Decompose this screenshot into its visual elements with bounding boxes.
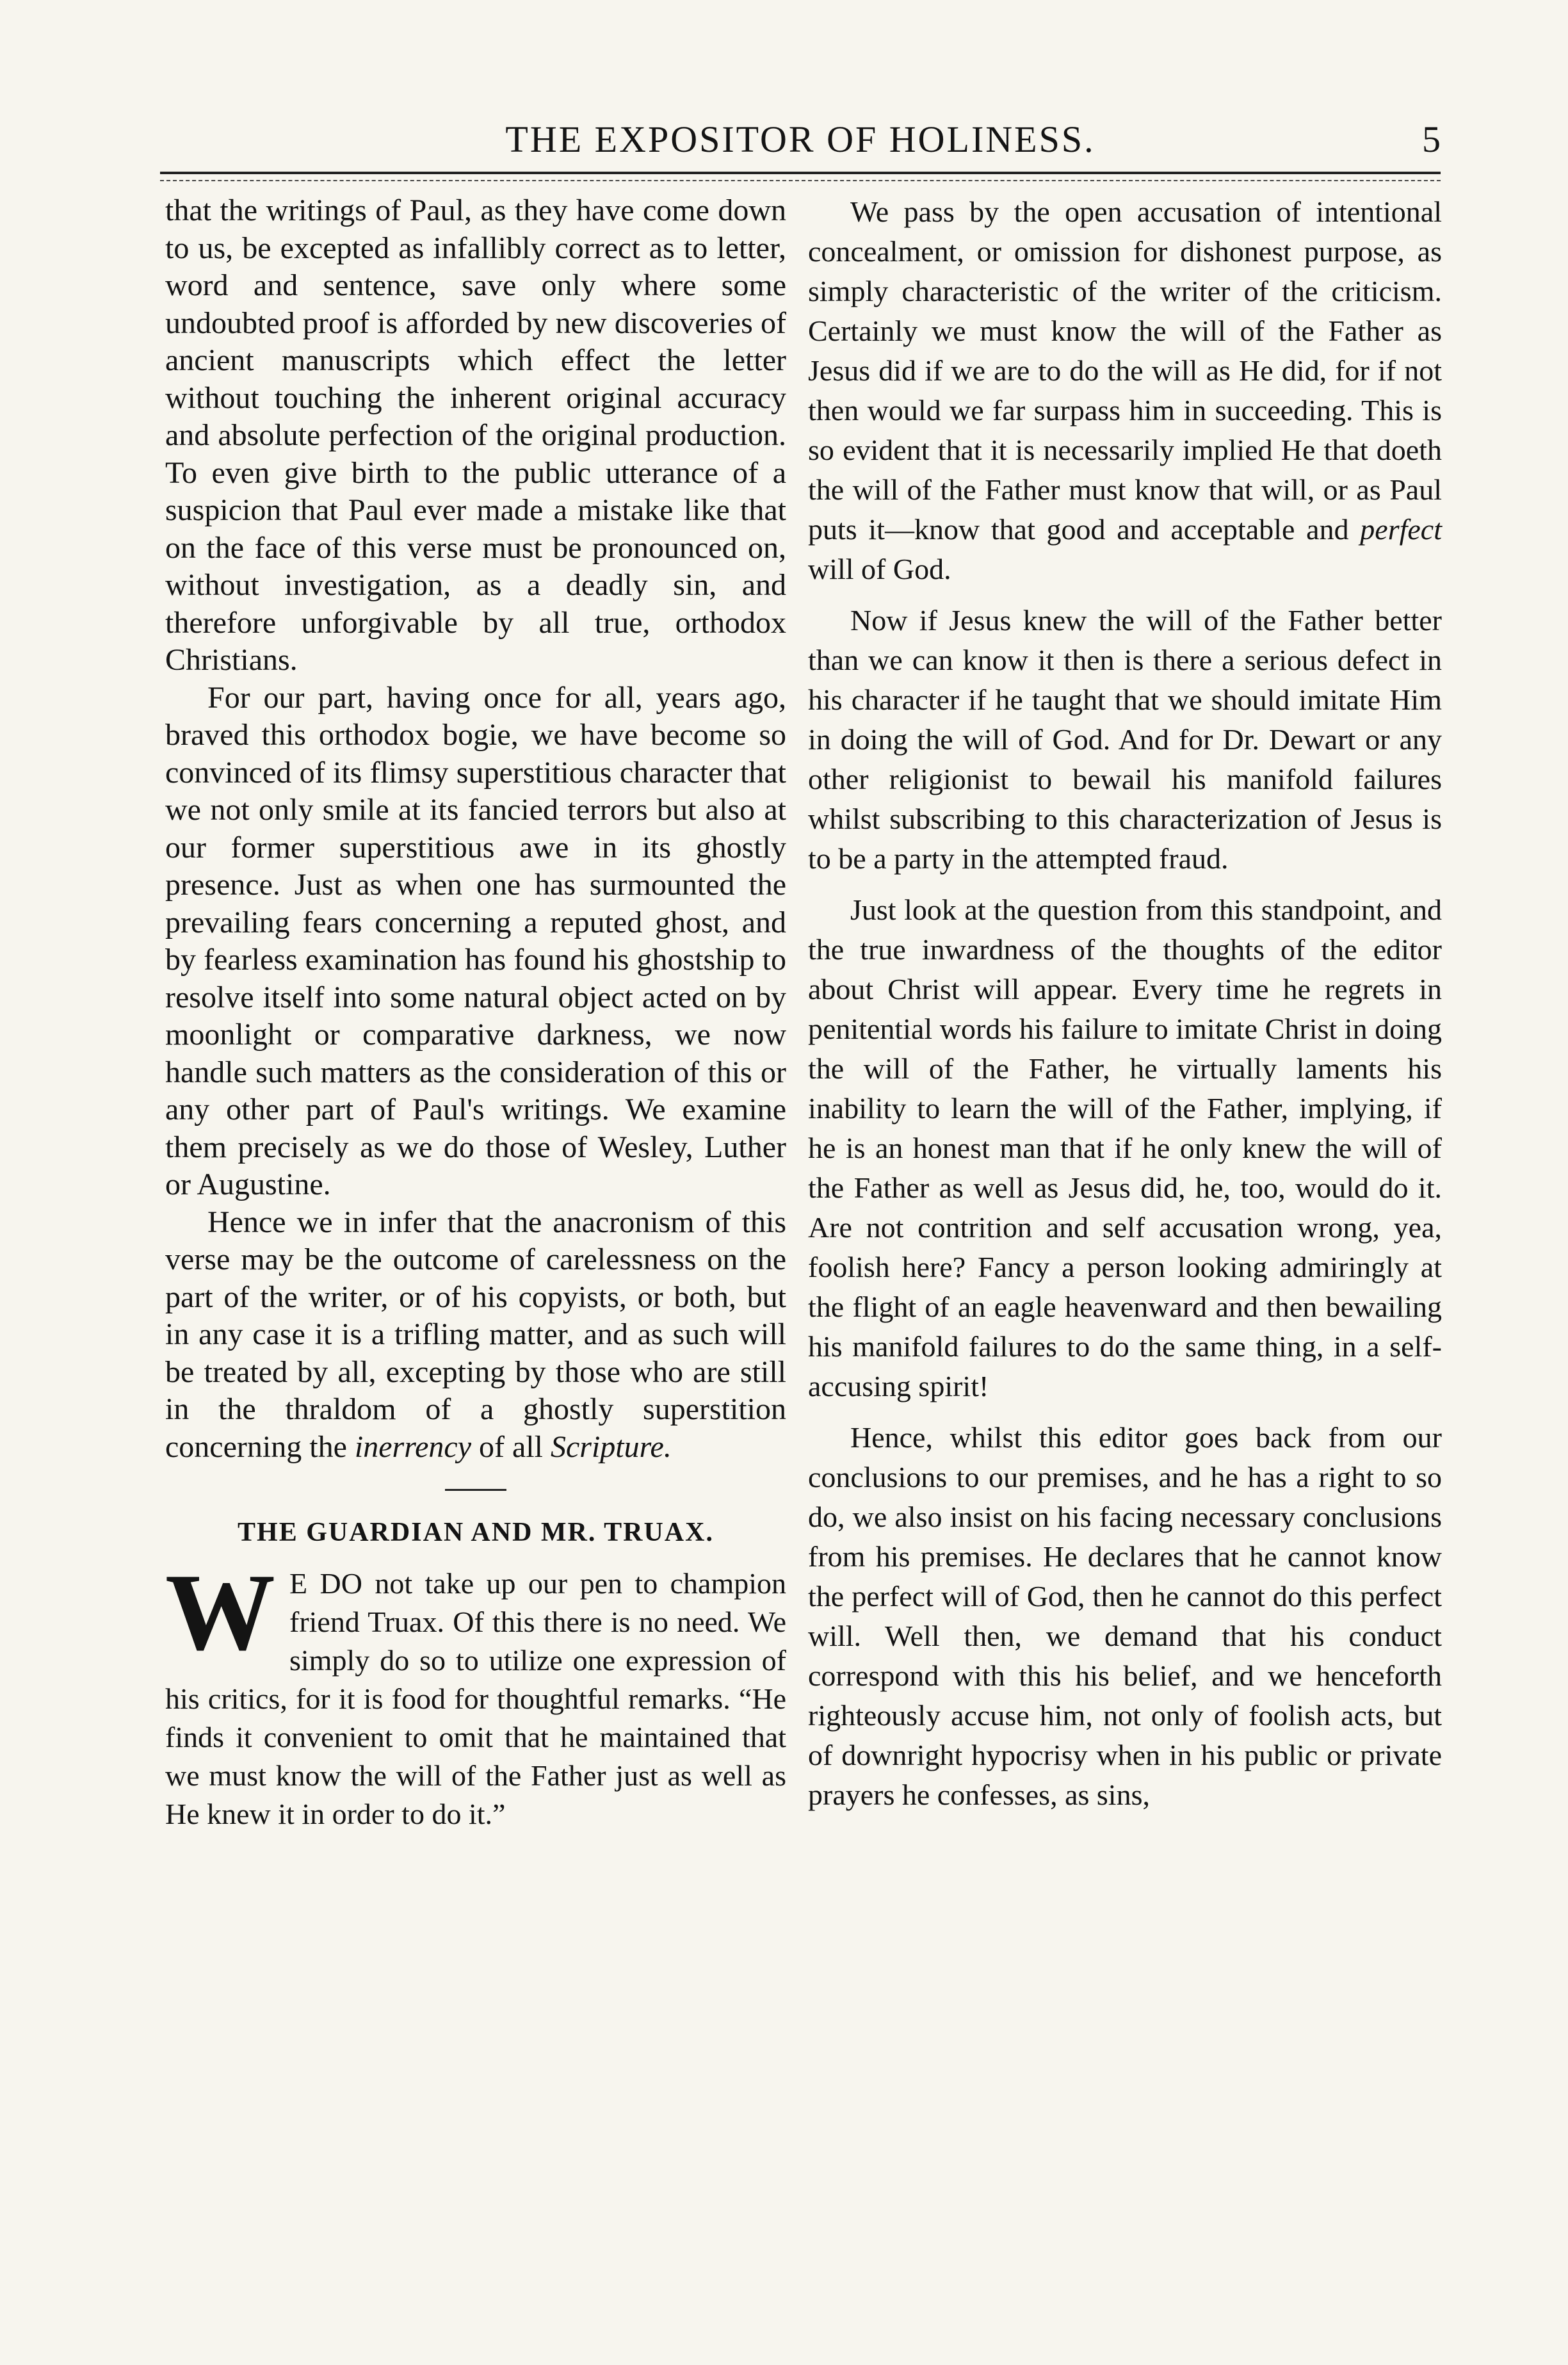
italic-word: Scripture. xyxy=(550,1429,672,1464)
paragraph-text: We pass by the open accusation of intentional concealment, or omission for dishonest purpose, as simply characteristic of the writer of the criticism. Certainly we must know the will of the Father as Jesus did if we are to do the will as He did, for if not then would we far surpass him in succeeding. This is so evident that it is necessarily implied He that doeth the will of the Father must know that will, or as Paul puts it—know that good and acceptable and xyxy=(808,195,1442,546)
drop-cap: W xyxy=(165,1551,275,1673)
paragraph: Just look at the question from this standpoint, and the true inwardness of the thoughts of the editor about Christ will appear. Every time he regrets in penitential words his failure to imitate Christ in doing the will of the Father, he virtually laments his inability to learn the will of the Father, implying, if he is an honest man that if he only knew the will of the Father as well as Jesus did, he, too, would do it. Are not contrition and self accusation wrong, yea, foolish here? Fancy a person looking admiringly at the flight of an eagle heavenward and then bewailing his manifold failures to do the same thing, in a self-accusing spirit! xyxy=(808,893,1442,1402)
paragraph: Now if Jesus knew the will of the Father better than we can know it then is there a serious defect in his character if he taught that we should imitate Him in doing the will of God. And for Dr. Dewart or any other religionist to bewail his manifold failures whilst subscribing to this characterization of Jesus is to be a party in the attempted fraud. xyxy=(808,604,1442,875)
paragraph-text: will of God. xyxy=(808,553,951,585)
page-number: 5 xyxy=(1422,118,1441,160)
paragraph-text: of all xyxy=(471,1429,551,1464)
paragraph xyxy=(808,192,1442,589)
page-header xyxy=(160,114,1441,165)
paragraph-text: E DO not take up our pen to champion friend Truax. Of this there is no need. We simply do so to utilize one expression of his critics, for it is food for thoughtful remarks. “He finds it convenient to omit that he maintained that we must know the will of the Father just as well as He knew it in order to do it.” xyxy=(165,1566,786,1830)
paragraph xyxy=(165,1551,786,1833)
section-divider xyxy=(445,1489,506,1491)
paragraph xyxy=(165,1204,786,1467)
header-rule-dashed xyxy=(160,180,1441,181)
paragraph: Hence, whilst this editor goes back from our conclusions to our premises, and he has a right to so do, we also insist on his facing necessary conclusions from his premises. He declares that he cannot know the perfect will of God, then he cannot do this perfect will. Well then, we demand that his conduct correspond with this his belief, and we henceforth righteously accuse him, not only of foolish acts, but of downright hypocrisy when in his public or private prayers he confesses, as sins, xyxy=(808,1421,1442,1811)
section-heading: THE GUARDIAN AND MR. TRUAX. xyxy=(238,1518,714,1547)
italic-word: perfect xyxy=(1360,513,1442,546)
header-rule xyxy=(160,172,1441,174)
right-column xyxy=(808,192,1442,1815)
running-title: THE EXPOSITOR OF HOLINESS. xyxy=(505,118,1095,160)
paragraph-text: Hence we in infer that the anacronism of this verse may be the outcome of carelessness on the part of the writer, or of his copyists, or both, but in any case it is a trifling matter, and as such will be treated by all, excepting by those who are still in the thraldom of a ghostly superstition concerning the xyxy=(165,1205,786,1464)
left-column xyxy=(165,192,786,1833)
paragraph: that the writings of Paul, as they have come down to us, be excepted as infallibly correct as to letter, word and sentence, save only where some undoubted proof is afforded by new discoveries of ancient manuscripts which effect the letter without touching the inherent original accuracy and absolute perfection of the original production. To even give birth to the public utterance of a suspicion that Paul ever made a mistake like that on the face of this verse must be pronounced on, without investigation, as a deadly sin, and therefore unforgivable by all true, orthodox Christians. xyxy=(165,193,786,677)
paragraph: For our part, having once for all, years ago, braved this orthodox bogie, we have become so convinced of its flimsy superstitious character that we not only smile at its fancied terrors but also at our former superstitious awe in its ghostly presence. Just as when one has surmounted the prevailing fears concerning a reputed ghost, and by fearless examination has found his ghostship to resolve itself into some natural object acted on by moonlight or comparative darkness, we now handle such matters as the consideration of this or any other part of Paul's writings. We examine them precisely as we do those of Wesley, Luther or Augustine. xyxy=(165,680,786,1201)
italic-word: inerrency xyxy=(354,1429,472,1464)
